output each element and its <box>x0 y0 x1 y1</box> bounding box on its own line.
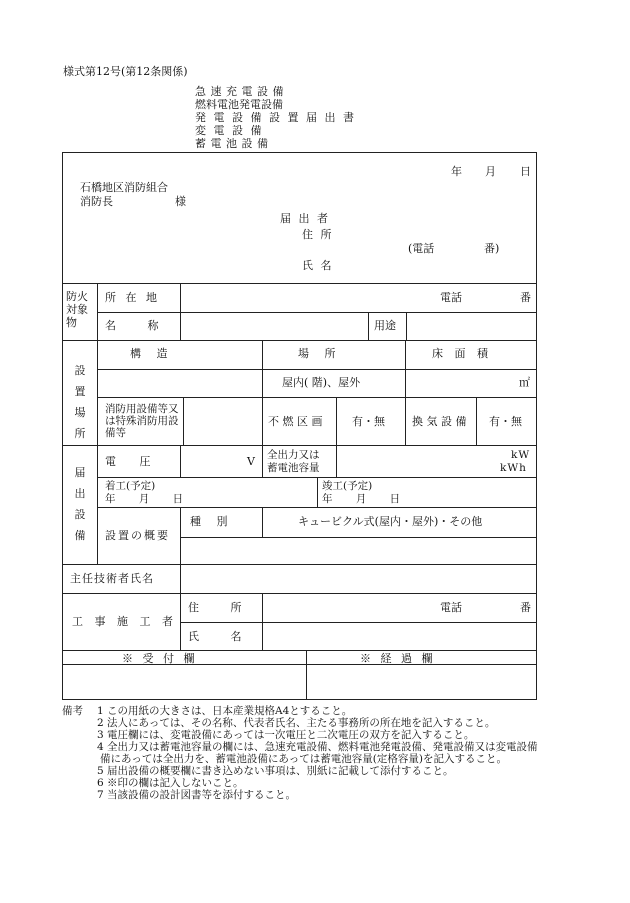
voltage-label: 電 圧 <box>105 455 161 468</box>
indoor-outdoor-text: 屋内( 階)、屋外 <box>282 376 361 389</box>
addressee-line-2: 消防長 <box>80 195 113 208</box>
applicant-name-label: 氏 名 <box>302 259 334 272</box>
title-line-4: 変 電 設 備 <box>195 124 264 137</box>
finish-ymd: 年 月 日 <box>322 493 411 505</box>
non-combustible-label: 不 燃 区 画 <box>268 415 323 428</box>
unit-kw: kW <box>511 449 531 461</box>
ventilation-label: 換 気 設 備 <box>412 415 467 428</box>
form-number: 様式第12号(第12条関係) <box>63 65 188 78</box>
output-label-2: 蓄電池容量 <box>267 462 320 474</box>
ventilation-presence: 有・無 <box>489 415 522 428</box>
place-header: 場 所 <box>298 347 342 360</box>
date-day-label: 日 <box>520 165 531 178</box>
contractor-label: 工 事 施 工 者 <box>72 615 177 628</box>
start-label: 着工(予定) <box>105 480 156 492</box>
type-label: 種 別 <box>190 515 234 528</box>
applicant-label: 届 出 者 <box>280 212 330 225</box>
fire-equipment-label: 消防用設備等又は特殊消防用設備等 <box>105 403 179 439</box>
note-item: 3 電圧欄には、変電設備にあっては一次電圧と二次電圧の双方を記入すること。 <box>97 729 475 741</box>
title-line-2: 燃料電池発電設備 <box>195 98 283 111</box>
floor-area-header: 床 面 積 <box>432 347 492 360</box>
note-item: 備にあっては全出力を、蓄電池設備にあっては蓄電池容量(定格容量)を記入すること。 <box>100 753 507 765</box>
contractor-address-label: 住 所 <box>188 601 256 614</box>
progress-header: ※ 経 過 欄 <box>360 652 436 665</box>
notes-label: 備考 <box>62 705 83 717</box>
target-usage-label: 用途 <box>374 319 396 332</box>
target-name-label: 名 称 <box>105 319 173 332</box>
unit-kwh: kWh <box>500 462 527 474</box>
note-item: 1 この用紙の大きさは、日本産業規格A4とすること。 <box>97 705 353 717</box>
non-combustible-presence: 有・無 <box>352 415 385 428</box>
title-line-5: 蓄 電 池 設 備 <box>195 137 269 150</box>
date-year-label: 年 <box>451 165 462 178</box>
title-line-3: 発 電 設 備 設 置 届 出 書 <box>195 111 356 124</box>
target-section-label: 防火対象物 <box>66 290 88 329</box>
overview-label: 設置の概要 <box>105 529 170 542</box>
equipment-section-label: 届出設備 <box>74 466 86 542</box>
note-item: 2 法人にあっては、その名称、代表者氏名、主たる事務所の所在地を記入すること。 <box>97 717 496 729</box>
install-place-section-label: 設置場所 <box>74 364 86 440</box>
structure-header: 構 造 <box>130 347 174 360</box>
voltage-unit: V <box>247 455 255 468</box>
contractor-phone-suffix: 番 <box>520 601 531 614</box>
note-item: 7 当該設備の設計図書等を添付すること。 <box>97 789 297 801</box>
reception-header: ※ 受 付 欄 <box>122 652 198 665</box>
contractor-name-label: 氏 名 <box>188 630 256 643</box>
note-item: 5 届出設備の概要欄に書き込めない事項は、別紙に記載して添付すること。 <box>97 765 454 777</box>
area-unit: ㎡ <box>519 376 530 389</box>
target-phone-suffix: 番 <box>520 291 531 304</box>
target-location-label: 所 在 地 <box>105 291 160 304</box>
note-item: 6 ※印の欄は記入しないこと。 <box>97 777 244 789</box>
start-ymd: 年 月 日 <box>105 493 194 505</box>
finish-label: 竣工(予定) <box>322 480 373 492</box>
type-value: キュービクル式(屋内・屋外)・その他 <box>298 515 483 528</box>
contractor-phone-label: 電話 <box>440 601 462 614</box>
target-phone-label: 電話 <box>440 291 462 304</box>
date-month-label: 月 <box>485 165 496 178</box>
title-line-1: 急 速 充 電 設 備 <box>195 85 284 98</box>
output-label-1: 全出力又は <box>267 449 320 461</box>
addressee-line-1: 石橋地区消防組合 <box>80 181 168 194</box>
applicant-phone-close: 番) <box>484 242 500 255</box>
applicant-phone-open: (電話 <box>408 242 435 255</box>
addressee-honorific: 様 <box>175 195 186 208</box>
note-item: 4 全出力又は蓄電池容量の欄には、急速充電設備、燃料電池発電設備、発電設備又は変電設備 <box>97 741 538 753</box>
engineer-label: 主任技術者氏名 <box>70 572 154 585</box>
applicant-address-label: 住 所 <box>302 228 334 241</box>
